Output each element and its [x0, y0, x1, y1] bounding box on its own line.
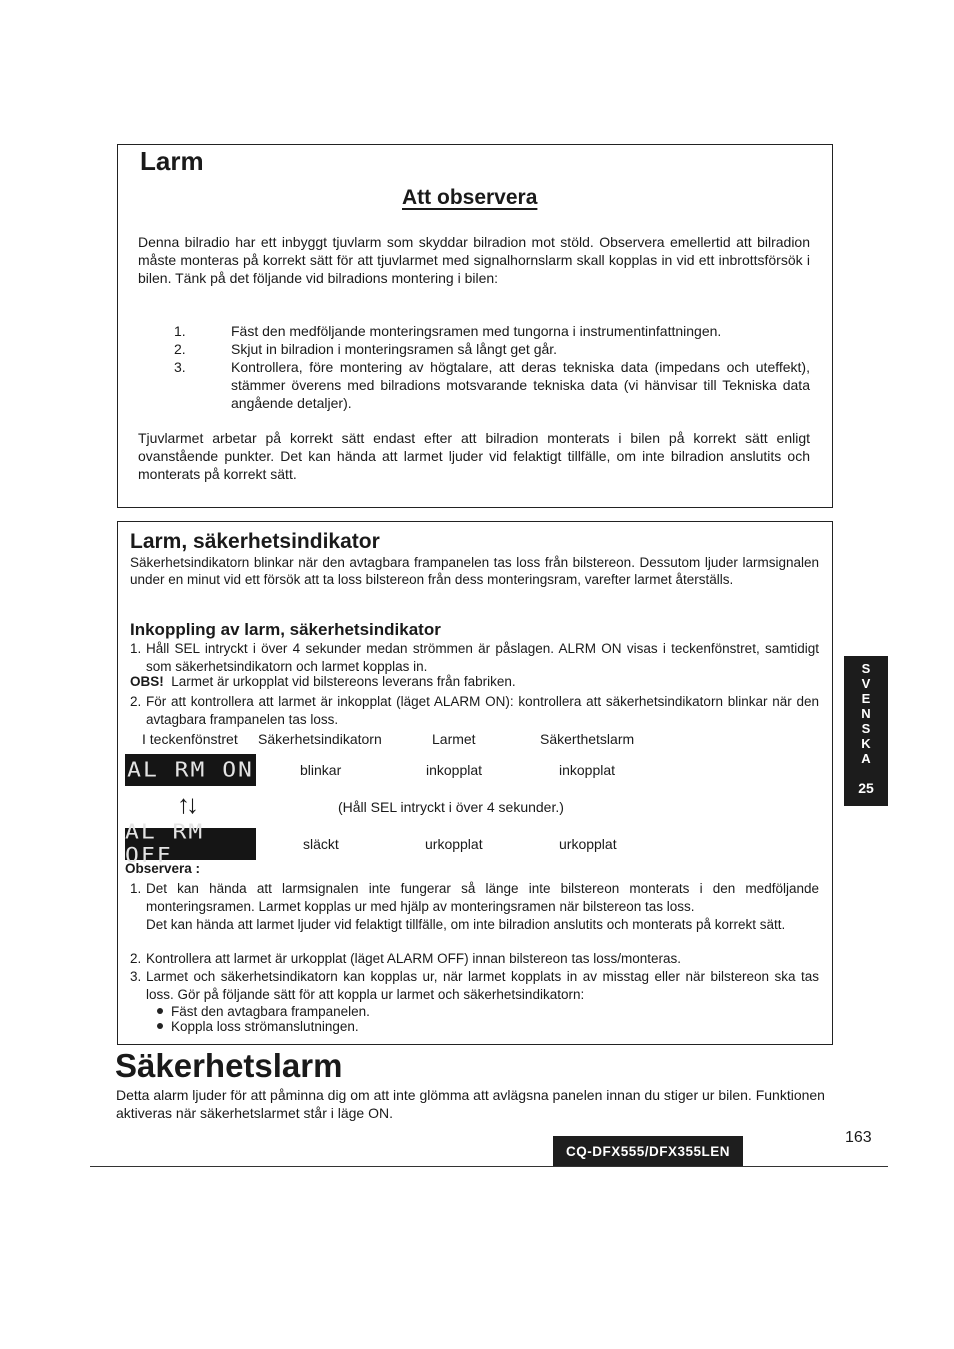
model-label: CQ-DFX555/DFX355LEN: [553, 1136, 743, 1166]
att-observera-heading: Att observera: [402, 186, 538, 209]
language-side-tab: S V E N S K A 25: [844, 656, 888, 806]
table-cell: urkopplat: [559, 836, 617, 852]
sakerhetslarm-heading: Säkerhetslarm: [115, 1047, 343, 1084]
table-cell: urkopplat: [425, 836, 483, 852]
column-header: I teckenfönstret: [142, 731, 238, 747]
indicator-heading: Larm, säkerhetsindikator: [130, 530, 380, 553]
table-cell: inkopplat: [559, 762, 616, 778]
larm-outro-text: Tjuvlarmet arbetar på korrekt sätt endast efter att bilradion monterats i bilen på korrekt sätt enligt ovanstående punkter. Det kan hända att larmet ljuder vid felaktigt tillfälle, om inte bilradion anslutits och monterats på korrekt sätt.: [138, 430, 810, 482]
lcd-display-alarm-off: AL RM OFF: [125, 828, 256, 860]
table-cell: blinkar: [300, 762, 342, 778]
toggle-arrows-icon: ↑↓: [177, 789, 195, 819]
bullet-icon: [157, 1008, 163, 1014]
column-header: Säkerhetsindikatorn: [258, 731, 382, 747]
list-item: 2. Skjut in bilradion i monteringsramen så långt get går.: [174, 341, 558, 357]
list-item: 1. Fäst den medföljande monteringsramen med tungorna i instrumentinfattningen.: [174, 323, 722, 339]
list-item: 1. Håll SEL intryckt i över 4 sekunder medan strömmen är påslagen. ALRM ON visas i teckenfönstret, samtidigt som säkerhetsindikatorn och larmet kopplas in.: [130, 641, 819, 674]
divider: [117, 1044, 833, 1045]
page-number: 163: [845, 1129, 872, 1146]
list-item: 3. Larmet och säkerhetsindikatorn kan kopplas ur, när larmet kopplats in av misstag eller när bilstereon ska tas loss. Gör på följande sätt för att koppla ur larmet och säkerhetsindikatorn:: [130, 969, 819, 1002]
table-cell: släckt: [303, 836, 339, 852]
larm-heading: Larm: [140, 146, 204, 176]
larm-steps-list: [174, 322, 810, 412]
list-item: 2. Kontrollera att larmet är urkopplat (läget ALARM OFF) innan bilstereon tas loss/monteras.: [130, 951, 681, 966]
footer-rule: [90, 1166, 888, 1167]
column-header: Säkerthetslarm: [540, 731, 635, 747]
bullet-icon: [157, 1023, 163, 1029]
bullet-item: Koppla loss strömanslutningen.: [157, 1019, 359, 1034]
obs-text: Larmet är urkopplat vid bilstereons leverans från fabriken.: [171, 674, 516, 689]
obs-note: [130, 673, 819, 691]
inkoppling-subheading: Inkoppling av larm, säkerhetsindikator: [130, 620, 441, 639]
sakerhetslarm-text: Detta alarm ljuder för att påminna dig om att inte glömma att avlägsna panelen innan du stiger ur bilen. Funktionen aktiveras när säkerhetslarmet står i läge ON.: [116, 1087, 825, 1121]
column-header: Larmet: [432, 731, 476, 747]
larm-intro-text: Denna bilradio har ett inbyggt tjuvlarm som skyddar bilradion mot stöld. Observera emellertid att bilradion måste monteras på korrekt sätt för att tjuvlarmet med signalhornslarm skall kopplas in vid ett inbrottsförsök i bilen. Tänk på det följande vid bilradions montering i bilen:: [138, 234, 810, 286]
table-cell: inkopplat: [426, 762, 483, 778]
list-item: 3. Kontrollera, före montering av högtalare, att deras tekniska data (impedans och uteffekt), stämmer överens med bilradions motsvarande tekniska data (vi hänvisar till Tekniska data angående detaljer).: [174, 359, 810, 411]
list-item: 1. Det kan hända att larmsignalen inte fungerar så länge inte bilstereon monterats i den medföljande monteringsramen. Larmet kopplas ur med hjälp av monteringsramen när bilstereon tas loss. Det kan hända att larmet ljuder vid felaktigt tillfälle, om inte bilradion anslutits och monterats på korrekt sätt.: [130, 881, 819, 932]
observera-heading: Observera :: [125, 861, 201, 876]
bullet-item: Fäst den avtagbara frampanelen.: [157, 1004, 370, 1019]
obs-label: OBS!: [130, 674, 164, 689]
indicator-intro-text: Säkerhetsindikatorn blinkar när den avtagbara frampanelen tas loss från bilstereon. Dessutom ljuder larmsignalen under en minut vid ett försök att ta loss bilstereon från dess monteringsram, varefter larmet återställs.: [130, 555, 819, 587]
toggle-note: (Håll SEL intryckt i över 4 sekunder.): [338, 799, 564, 815]
list-item: 2. För att kontrollera att larmet är inkopplat (läget ALARM ON): kontrollera att säkerhetsindikatorn blinkar när den avtagbara frampanelen tas loss.: [130, 694, 819, 727]
lcd-display-alarm-on: AL RM ON: [125, 754, 256, 786]
side-tab-page-number: 25: [858, 780, 874, 796]
